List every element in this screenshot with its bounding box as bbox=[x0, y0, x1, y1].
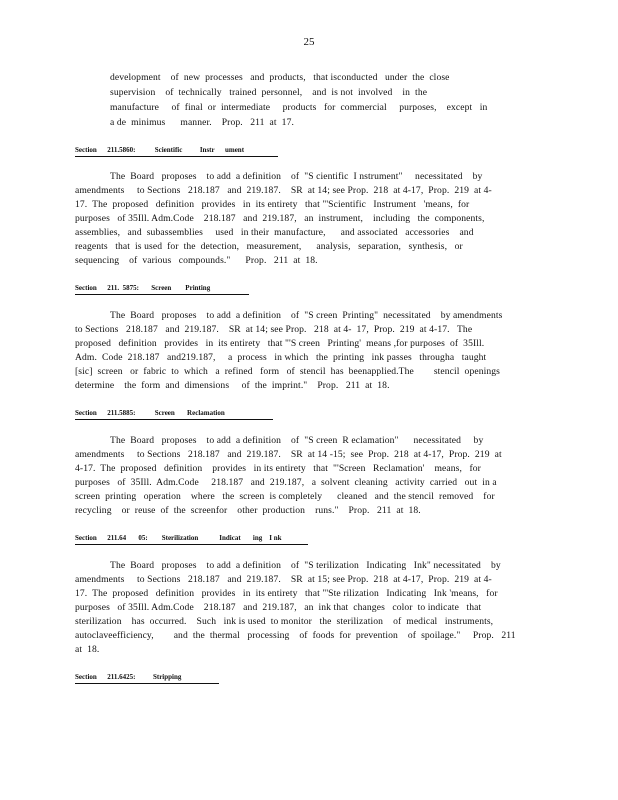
paragraph-line: amendments to Sections 218.187 and 219.187. SR at 14 -15; see Prop. 218 at 4-17, Prop. 219 at bbox=[75, 449, 502, 460]
paragraph-line: reagents that is used for the detection, measurement, analysis, separation, synthesis, or bbox=[75, 241, 463, 252]
paragraph-line: Adm. Code 218.187 and219.187, a process in which the printing ink passes througha taught bbox=[75, 352, 487, 363]
intro-line: manufacture of final or intermediate products for commercial purposes, except in bbox=[110, 102, 488, 113]
paragraph-line: The Board proposes to add a definition of "S creen Printing" necessitated by amendments bbox=[110, 310, 503, 321]
heading-underline bbox=[75, 683, 219, 684]
section-heading: Section 211.5860: Scientific Instr ument bbox=[75, 146, 245, 154]
intro-line: development of new processes and products, that isconducted under the close bbox=[110, 72, 450, 83]
paragraph-line: proposed definition provides in its entirety that "'S creen Printing' means ,for purposes of 35Ill. bbox=[75, 338, 485, 349]
paragraph-line: The Board proposes to add a definition of "S terilization Indicating Ink" necessitated by bbox=[110, 560, 501, 571]
intro-line: supervision of technically trained personnel, and is not involved in the bbox=[110, 87, 428, 98]
paragraph-line: purposes of 35Ill. Adm.Code 218.187 and 219.187, an instrument, including the components, bbox=[75, 213, 485, 224]
paragraph-line: 17. The proposed definition provides in its entirety that "'Scientific Instrument 'means, for bbox=[75, 199, 470, 210]
paragraph-line: autoclaveefficiency, and the thermal processing of foods for prevention of spoilage." Prop. 211 bbox=[75, 630, 516, 641]
paragraph-line: 4-17. The proposed definition provides in its entirety that "'Screen Reclamation' means, for bbox=[75, 463, 481, 474]
paragraph-line: 17. The proposed definition provides in its entirety that "'Ste rilization Indicating Ink 'means, for bbox=[75, 588, 498, 599]
paragraph-line: sequencing of various compounds." Prop. 211 at 18. bbox=[75, 255, 318, 266]
intro-line: a de minimus manner. Prop. 211 at 17. bbox=[110, 117, 294, 128]
section-heading: Section 211.6425: Stripping bbox=[75, 673, 182, 681]
paragraph-line: recycling or reuse of the screenfor other production runs." Prop. 211 at 18. bbox=[75, 505, 421, 516]
paragraph-line: to Sections 218.187 and 219.187. SR at 14; see Prop. 218 at 4- 17, Prop. 219 at 4-17. The bbox=[75, 324, 473, 335]
heading-underline bbox=[75, 294, 249, 295]
section-heading: Section 211. 5875: Screen Printing bbox=[75, 284, 211, 292]
paragraph-line: The Board proposes to add a definition of "S cientific I nstrument" necessitated by bbox=[110, 171, 483, 182]
paragraph-line: purposes of 35Ill. Adm.Code 218.187 and 219.187, an ink that changes color to indicate that bbox=[75, 602, 482, 613]
paragraph-line: amendments to Sections 218.187 and 219.187. SR at 15; see Prop. 218 at 4-17, Prop. 219 at 4- bbox=[75, 574, 492, 585]
paragraph-line: amendments to Sections 218.187 and 219.187. SR at 14; see Prop. 218 at 4-17, Prop. 219 at 4- bbox=[75, 185, 492, 196]
heading-underline bbox=[75, 544, 308, 545]
paragraph-line: determine the form and dimensions of the imprint." Prop. 211 at 18. bbox=[75, 380, 390, 391]
page-number: 25 bbox=[303, 36, 315, 48]
paragraph-line: at 18. bbox=[75, 644, 100, 655]
section-heading: Section 211.64 05: Sterilization Indicat ing I nk bbox=[75, 534, 282, 542]
section-heading: Section 211.5885: Screen Reclamation bbox=[75, 409, 225, 417]
heading-underline bbox=[75, 419, 273, 420]
paragraph-line: The Board proposes to add a definition of "S creen R eclamation" necessitated by bbox=[110, 435, 484, 446]
paragraph-line: assemblies, and subassemblies used in their manufacture, and associated accessories and bbox=[75, 227, 474, 238]
paragraph-line: [sic] screen or fabric to which a refined form of stencil has beenapplied.The stencil openings bbox=[75, 366, 500, 377]
paragraph-line: purposes of 35Ill. Adm.Code 218.187 and 219.187, a solvent cleaning activity carried out in a bbox=[75, 477, 497, 488]
paragraph-line: sterilization has occurred. Such ink is used to monitor the sterilization of medical instruments, bbox=[75, 616, 494, 627]
paragraph-line: screen printing operation where the screen is completely cleaned and the stencil removed for bbox=[75, 491, 495, 502]
heading-underline bbox=[75, 156, 278, 157]
